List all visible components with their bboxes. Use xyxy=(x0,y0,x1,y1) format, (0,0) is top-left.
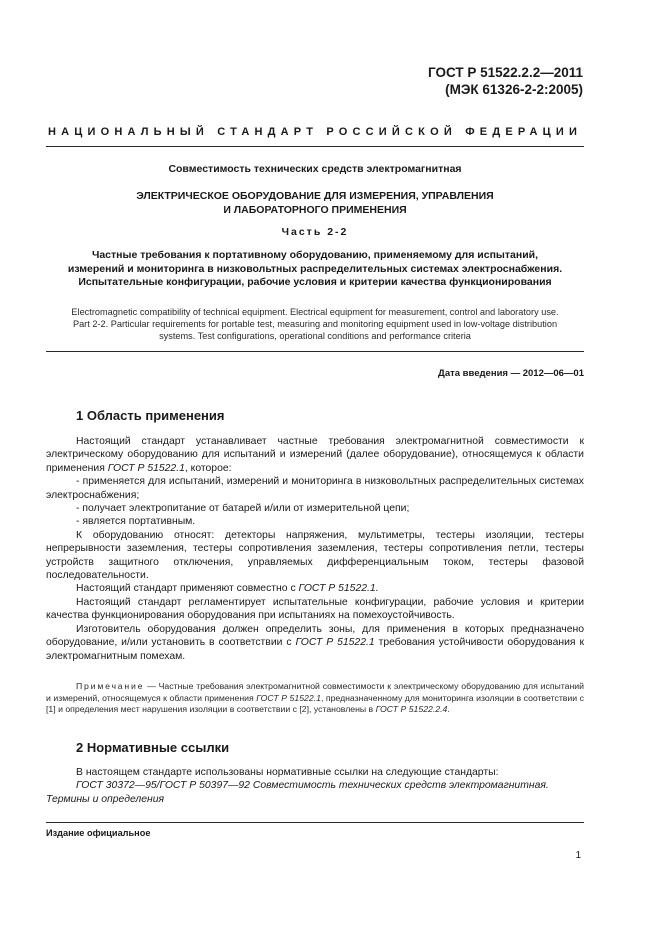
page-number: 1 xyxy=(575,850,581,861)
gost-reference: ГОСТ Р 51522.2.4 xyxy=(375,704,448,715)
particular-title-line2: измерений и мониторинга в низковольтных распределительных системах электроснабжения. xyxy=(67,262,563,275)
equipment-title-line2: И ЛАБОРАТОРНОГО ПРИМЕНЕНИЯ xyxy=(223,203,407,216)
compat-title: Совместимость технических средств электромагнитная xyxy=(168,163,462,175)
section-1-body xyxy=(46,435,584,663)
list-item: - является портативным. xyxy=(76,516,196,528)
gost-reference: ГОСТ Р 51522.1. xyxy=(298,583,379,595)
particular-title-line1: Частные требования к портативному оборудованию, применяемому для испытаний, xyxy=(91,249,539,261)
gost-number: ГОСТ Р 51522.2.2—2011 xyxy=(428,65,583,80)
note-paragraph: Примечание — Частные требования электромагнитной совместимости к электрическому оборудованию для испытаний и измерений, относящемуся к области применения ГОСТ Р 51522.1, предназначенному для мониторинга изоляции в соответствии с [1] и определения мест нарушения изоляции в соответствии с [2], установлены в ГОСТ Р 51522.2.4. xyxy=(46,681,584,715)
english-title-line3: systems. Test configurations, operational conditions and performance criteria xyxy=(159,331,471,341)
title-divider xyxy=(46,351,584,352)
particular-title xyxy=(46,249,584,290)
references-intro: В настоящем стандарте использованы нормативные ссылки на следующие стандарты: xyxy=(76,767,499,778)
gost-reference: ГОСТ Р 51522.1 xyxy=(107,462,185,474)
list-item: - применяется для испытаний, измерений и мониторинга в низковольтных распределительных системах электроснабжения; xyxy=(46,476,584,501)
english-title-line2: Part 2-2. Particular requirements for portable test, measuring and monitoring equipment used in low-voltage distribution xyxy=(72,319,558,329)
national-standard-title: НАЦИОНАЛЬНЫЙ СТАНДАРТ РОССИЙСКОЙ ФЕДЕРАЦИИ xyxy=(47,126,583,138)
list-item: - получает электропитание от батарей и/или от измерительной цепи; xyxy=(76,503,410,515)
note-label: Примечание xyxy=(76,681,145,691)
regulates-paragraph: Настоящий стандарт регламентирует испытательные конфигурации, рабочие условия и критерии качества функционирования оборудования при испытаниях на помехоустойчивость. xyxy=(46,596,584,622)
reference-item: ГОСТ 30372—95/ГОСТ Р 50397—92 Совместимость технических средств электромагнитная. xyxy=(76,780,549,792)
english-title-line1: Electromagnetic compatibility of technical equipment. Electrical equipment for measurement, control and laboratory use. xyxy=(71,307,559,317)
section-2-heading: 2 Нормативные ссылки xyxy=(76,740,230,755)
official-edition-label: Издание официальное xyxy=(46,828,151,838)
joint-use-paragraph: Настоящий стандарт применяют совместно с ГОСТ Р 51522.1. xyxy=(76,583,379,595)
reference-item-continued: Термины и определения xyxy=(46,793,165,805)
section-2-body xyxy=(46,766,584,806)
introduction-date: Дата введения — 2012—06—01 xyxy=(438,368,584,379)
equipment-types-paragraph: К оборудованию относят: детекторы напряжения, мультиметры, тестеры изоляции, тестеры непрерывности заземления, тестеры сопротивления заземления, тестеры сопротивления петли, тестеры устройств защитного отключения, управляемых дифференциальным током, тестеры фазовой последовательности. xyxy=(46,529,584,582)
equipment-title-line1: ЭЛЕКТРИЧЕСКОЕ ОБОРУДОВАНИЕ ДЛЯ ИЗМЕРЕНИЯ, УПРАВЛЕНИЯ xyxy=(136,190,494,202)
gost-reference: ГОСТ Р 51522.1 xyxy=(256,692,321,703)
equipment-title xyxy=(46,190,584,217)
standard-number-block xyxy=(428,64,583,98)
section-1-heading: 1 Область применения xyxy=(76,408,225,423)
scope-paragraph: Настоящий стандарт устанавливает частные требования электромагнитной совместимости к электрическому оборудованию для испытаний и измерений (далее оборудование), относящемуся к области применения ГОСТ Р 51522.1, которое: xyxy=(46,436,584,474)
manufacturer-paragraph: Изготовитель оборудования должен определить зоны, для применения в которых предназначено оборудование, и/или установить в соответствии с ГОСТ Р 51522.1 требования устойчивости оборудования к электромагнитным помехам. xyxy=(46,623,584,662)
gost-reference: ГОСТ Р 51522.1 xyxy=(295,637,375,649)
footer-divider xyxy=(46,822,584,823)
part-label: Часть 2-2 xyxy=(281,226,349,238)
top-divider xyxy=(46,146,584,147)
iec-number: (МЭК 61326-2-2:2005) xyxy=(445,82,583,97)
particular-title-line3: Испытательные конфигурации, рабочие условия и критерии качества функционирования xyxy=(78,276,552,288)
english-title xyxy=(46,306,584,342)
